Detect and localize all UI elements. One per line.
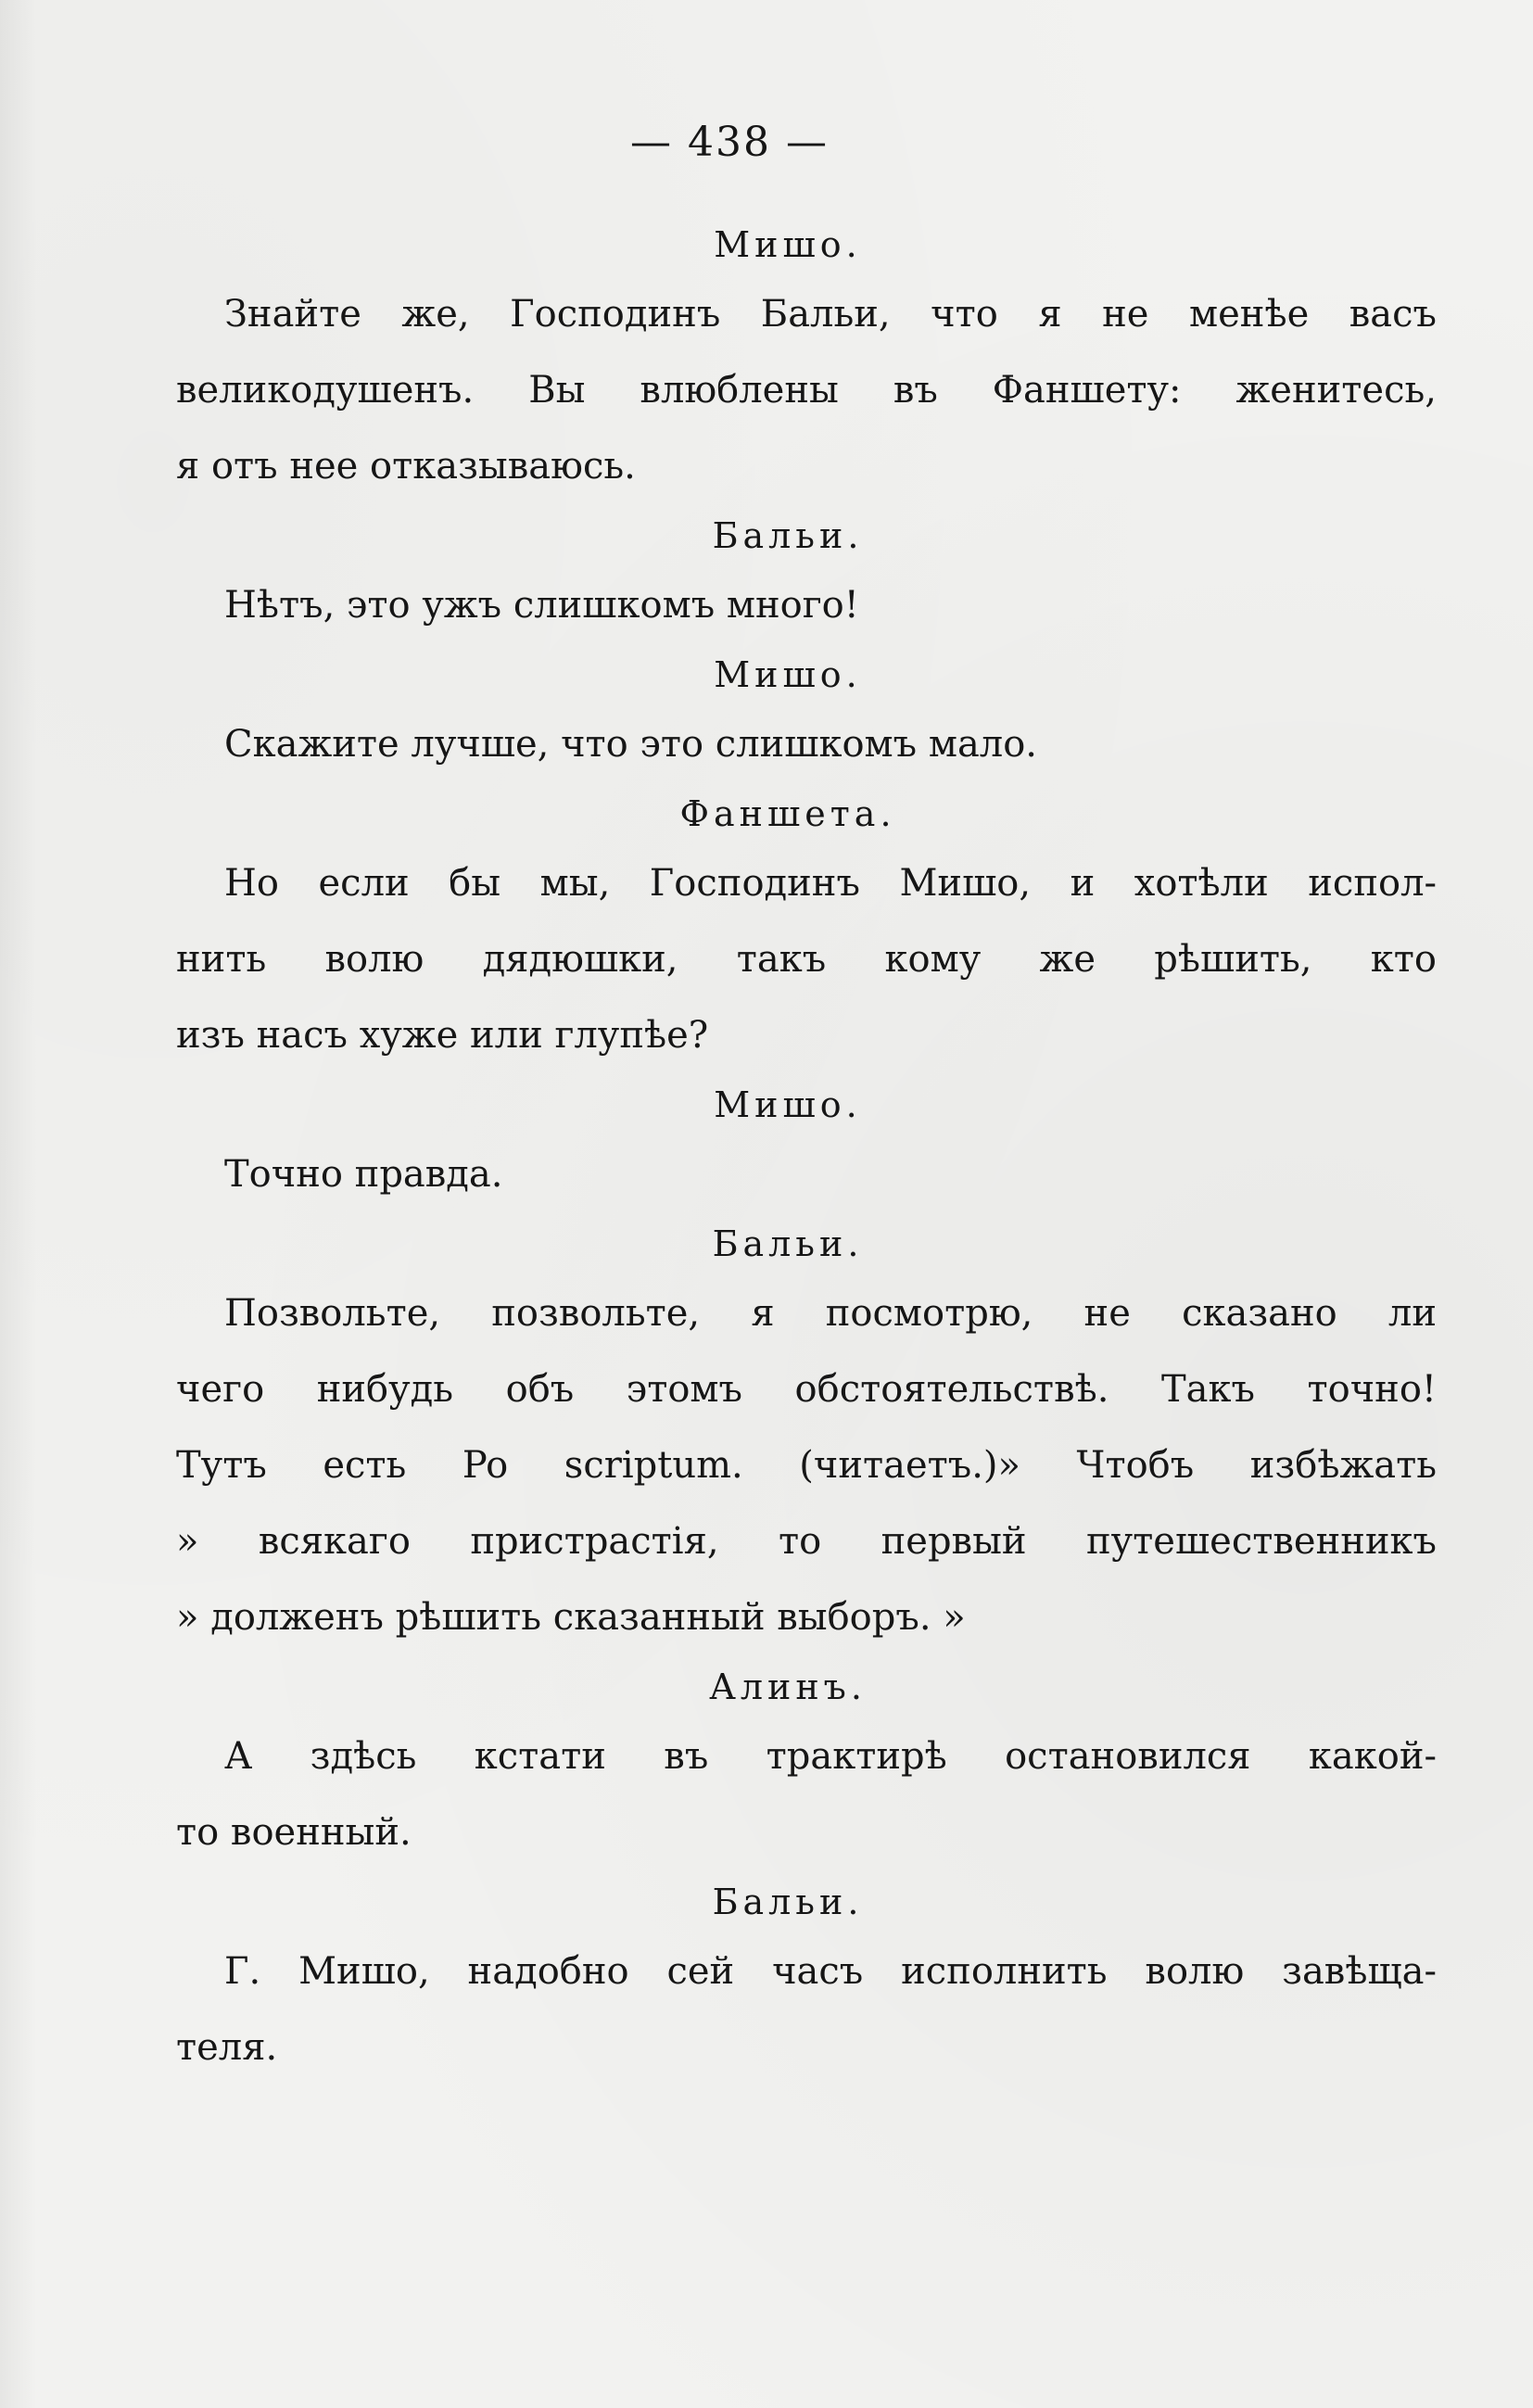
text-line: изъ насъ хуже или глупѣе?: [176, 1014, 709, 1057]
speaker-name: Бальи.: [712, 1223, 864, 1264]
play-text: [176, 213, 1437, 2085]
text-line: А здѣсь кстати въ трактирѣ остановился какой-: [224, 1735, 1437, 1778]
speaker-name: Бальи.: [712, 1882, 864, 1922]
text-line: то военный.: [176, 1811, 412, 1854]
text-line: Тутъ есть Po scriptum. (читаетъ.)» Чтобъ избѣжать: [176, 1444, 1437, 1487]
text-line: Скажите лучше, что это слишкомъ мало.: [224, 723, 1037, 766]
text-line: » долженъ рѣшить сказанный выборъ. »: [176, 1596, 966, 1639]
speaker-name: Мишо.: [714, 224, 862, 265]
speaker-name: Фаншета.: [679, 793, 896, 834]
text-line: Знайте же, Господинъ Бальи, что я не менѣе васъ: [224, 293, 1437, 336]
text-line: Но если бы мы, Господинъ Мишо, и хотѣли испол-: [224, 862, 1437, 905]
text-line: чего нибудь объ этомъ обстоятельствѣ. Такъ точно!: [176, 1368, 1437, 1411]
speaker-name: Мишо.: [714, 654, 862, 695]
speaker-name: Мишо.: [714, 1084, 862, 1125]
text-line: я отъ нее отказываюсь.: [176, 445, 636, 488]
text-line: Нѣтъ, это ужъ слишкомъ много!: [224, 584, 859, 627]
text-line: великодушенъ. Вы влюблены въ Фаншету: женитесь,: [176, 369, 1437, 412]
page-number: — 438 —: [630, 119, 829, 166]
text-line: нить волю дядюшки, такъ кому же рѣшить, кто: [176, 938, 1437, 981]
text-line: Позвольте, позвольте, я посмотрю, не сказано ли: [224, 1292, 1437, 1335]
text-line: теля.: [176, 2026, 278, 2069]
text-line: » всякаго пристрастія, то первый путешественникъ: [176, 1520, 1437, 1563]
text-line: Точно правда.: [224, 1153, 503, 1196]
speaker-name: Алинъ.: [709, 1667, 867, 1707]
speaker-name: Бальи.: [712, 515, 864, 556]
text-line: Г. Мишо, надобно сей часъ исполнить волю завѣща-: [224, 1950, 1437, 1993]
